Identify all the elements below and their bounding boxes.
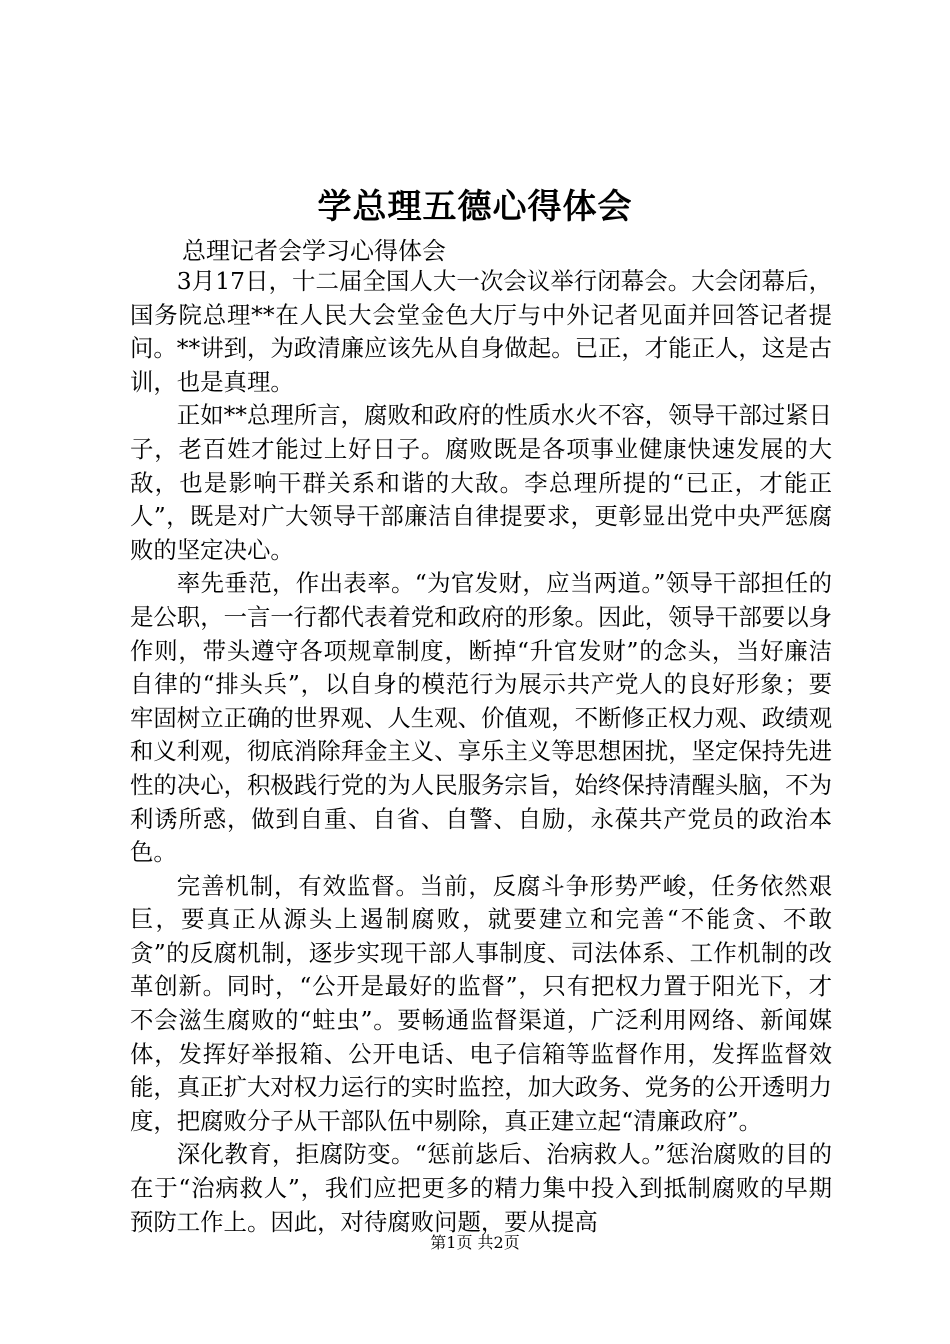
paragraph: 率先垂范，作出表率。“为官发财，应当两道。”领导干部担任的是公职，一言一行都代表着党和政府的形象。因此，领导干部要以身作则，带头遵守各项规章制度，断掉“升官发财”的念头，当好廉洁自律的“排头兵”，以自身的模范行为展示共产党人的良好形象；要牢固树立正确的世界观、人生观、价值观，不断修正权力观、政绩观和义利观，彻底消除拜金主义、享乐主义等思想困扰，坚定保持先进性的决心，积极践行党的为人民服务宗旨，始终保持清醒头脑，不为利诱所惑，做到自重、自省、自警、自励，永葆共产党员的政治本色。 [130,569,832,867]
paragraph: 正如**总理所言，腐败和政府的性质水火不容，领导干部过紧日子，老百姓才能过上好日子。腐败既是各项事业健康快速发展的大敌，也是影响干群关系和谐的大敌。李总理所提的“已正，才能正人”，既是对广大领导干部廉洁自律提要求，更彰显出党中央严惩腐败的坚定决心。 [130,401,832,564]
document-title: 学总理五德心得体会 [317,187,633,227]
paragraph: 3月17日，十二届全国人大一次会议举行闭幕会。大会闭幕后，国务院总理**在人民大会堂金色大厅与中外记者见面并回答记者提问。**讲到，为政清廉应该先从自身做起。已正，才能正人，这是古训，也是真理。 [130,267,832,396]
document-body [130,265,832,1239]
paragraph: 完善机制，有效监督。当前，反腐斗争形势严峻，任务依然艰巨，要真正从源头上遏制腐败，就要建立和完善“不能贪、不敢贪”的反腐机制，逐步实现干部人事制度、司法体系、工作机制的改革创新。同时，“公开是最好的监督”，只有把权力置于阳光下，才不会滋生腐败的“蛀虫”。要畅通监督渠道，广泛利用网络、新闻媒体，发挥好举报箱、公开电话、电子信箱等监督作用，发挥监督效能，真正扩大对权力运行的实时监控，加大政务、党务的公开透明力度，把腐败分子从干部队伍中剔除，真正建立起“清廉政府”。 [130,871,832,1135]
page-footer: 第1页 共2页 [430,1233,520,1252]
document-subtitle: 总理记者会学习心得体会 [182,237,446,265]
paragraph: 深化教育，拒腐防变。“惩前毖后、治病救人。”惩治腐败的目的在于“治病救人”，我们应把更多的精力集中投入到抵制腐败的早期预防工作上。因此，对待腐败问题，要从提高 [130,1140,832,1236]
